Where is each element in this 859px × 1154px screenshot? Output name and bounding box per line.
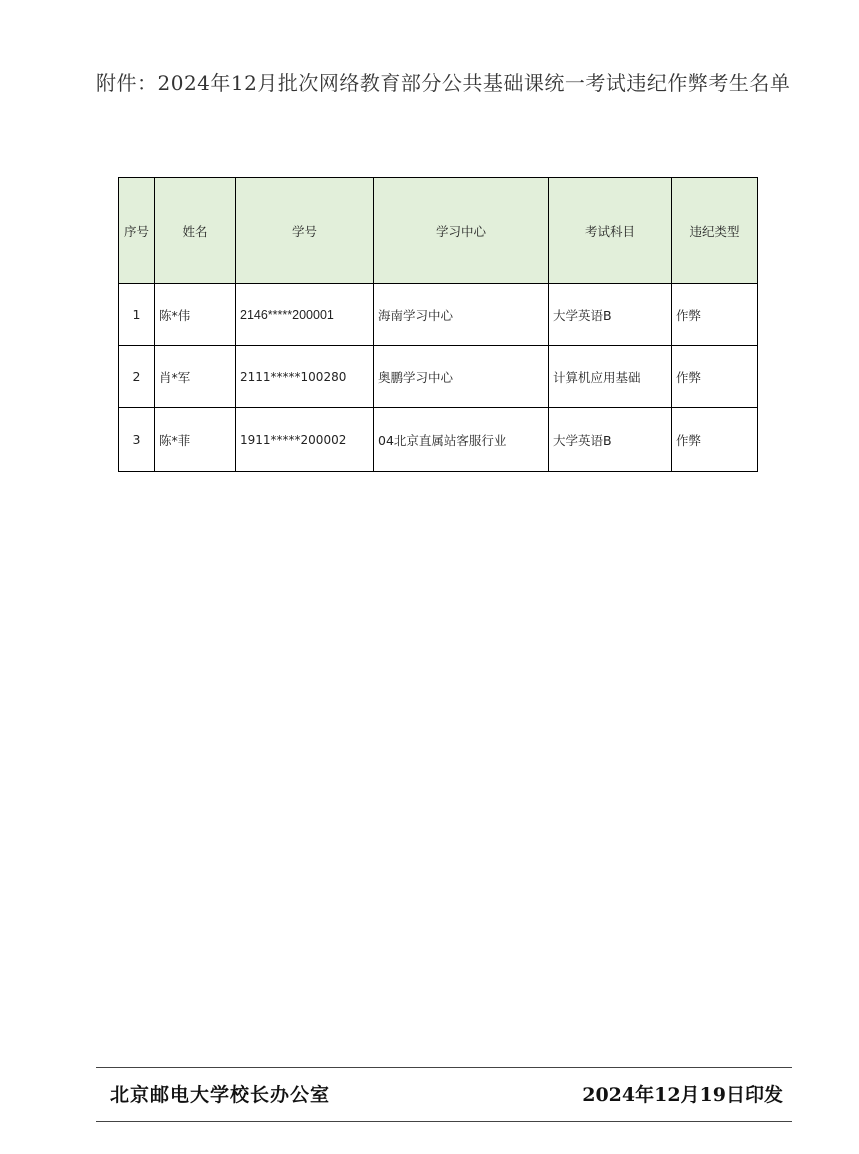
cell-seq: 3	[119, 408, 155, 472]
cell-name: 肖*军	[155, 346, 236, 408]
table-header-row	[119, 178, 758, 284]
violation-table	[118, 177, 758, 472]
table-row	[119, 408, 758, 472]
footer-top-rule	[96, 1067, 792, 1068]
header-seq: 序号	[119, 178, 155, 284]
header-exam-subject: 考试科目	[549, 178, 672, 284]
cell-name: 陈*菲	[155, 408, 236, 472]
cell-exam-subject: 大学英语B	[549, 408, 672, 472]
cell-seq: 1	[119, 284, 155, 346]
cell-violation-type: 作弊	[672, 408, 758, 472]
cell-seq: 2	[119, 346, 155, 408]
header-student-id: 学号	[236, 178, 374, 284]
footer-issuer: 北京邮电大学校长办公室	[110, 1084, 331, 1106]
cell-learning-center: 海南学习中心	[374, 284, 549, 346]
cell-violation-type: 作弊	[672, 346, 758, 408]
header-violation-type: 违纪类型	[672, 178, 758, 284]
cell-name: 陈*伟	[155, 284, 236, 346]
table-row	[119, 346, 758, 408]
cell-learning-center: 04北京直属站客服行业	[374, 408, 549, 472]
cell-learning-center: 奥鹏学习中心	[374, 346, 549, 408]
header-learning-center: 学习中心	[374, 178, 549, 284]
document-title: 附件：2024年12月批次网络教育部分公共基础课统一考试违纪作弊考生名单	[96, 71, 791, 95]
cell-student-id: 1911*****200002	[236, 408, 374, 472]
cell-violation-type: 作弊	[672, 284, 758, 346]
cell-student-id: 2111*****100280	[236, 346, 374, 408]
cell-exam-subject: 计算机应用基础	[549, 346, 672, 408]
footer-bottom-rule	[96, 1121, 792, 1122]
table-row	[119, 284, 758, 346]
cell-exam-subject: 大学英语B	[549, 284, 672, 346]
cell-student-id: 2146*****200001	[236, 284, 374, 346]
header-name: 姓名	[155, 178, 236, 284]
footer-issue-date: 2024年12月19日印发	[582, 1084, 783, 1106]
